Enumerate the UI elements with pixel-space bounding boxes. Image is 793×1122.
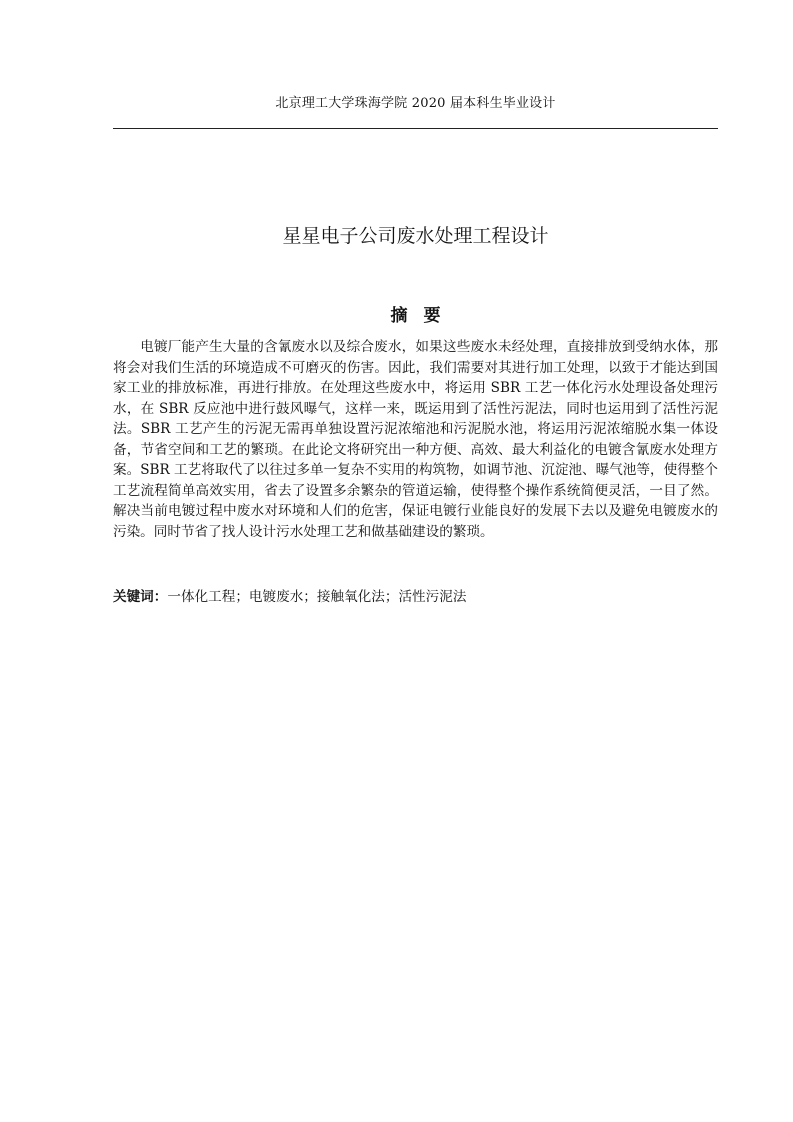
document-title: 星星电子公司废水处理工程设计 (282, 225, 549, 247)
page-header: 北京理工大学珠海学院 2020 届本科生毕业设计 (275, 96, 556, 111)
abstract-heading: 摘要 (390, 306, 457, 326)
keywords-line (113, 587, 718, 608)
keywords-text: 一体化工程；电镀废水；接触氧化法；活性污泥法 (167, 589, 467, 605)
abstract-body: 电镀厂能产生大量的含氰废水以及综合废水，如果这些废水未经处理，直接排放到受纳水体，那将会对我们生活的环境造成不可磨灭的伤害。因此，我们需要对其进行加工处理，以致于才能达到国家工业的排放标准，再进行排放。在处理这些废水中，将运用 SBR 工艺一体化污水处理设备处理污水，在 SBR 反应池中进行鼓风曝气，这样一来，既运用到了活性污泥法，同时也运用到了活性污泥法。SBR 工艺产生的污泥无需再单独设置污泥浓缩池和污泥脱水池，将运用污泥浓缩脱水集一体设备，节省空间和工艺的繁琐。在此论文将研究出一种方便、高效、最大利益化的电镀含氰废水处理方案。SBR 工艺将取代了以往过多单一复杂不实用的构筑物，如调节池、沉淀池、曝气池等，使得整个工艺流程简单高效实用，省去了设置多余繁杂的管道运输，使得整个操作系统简便灵活，一目了然。解决当前电镀过程中废水对环境和人们的危害，保证电镀行业能良好的发展下去以及避免电镀废水的污染。同时节省了找人设计污水处理工艺和做基础建设的繁琐。 (113, 339, 718, 540)
header-divider (113, 128, 718, 129)
keywords-label: 关键词： (113, 589, 168, 605)
